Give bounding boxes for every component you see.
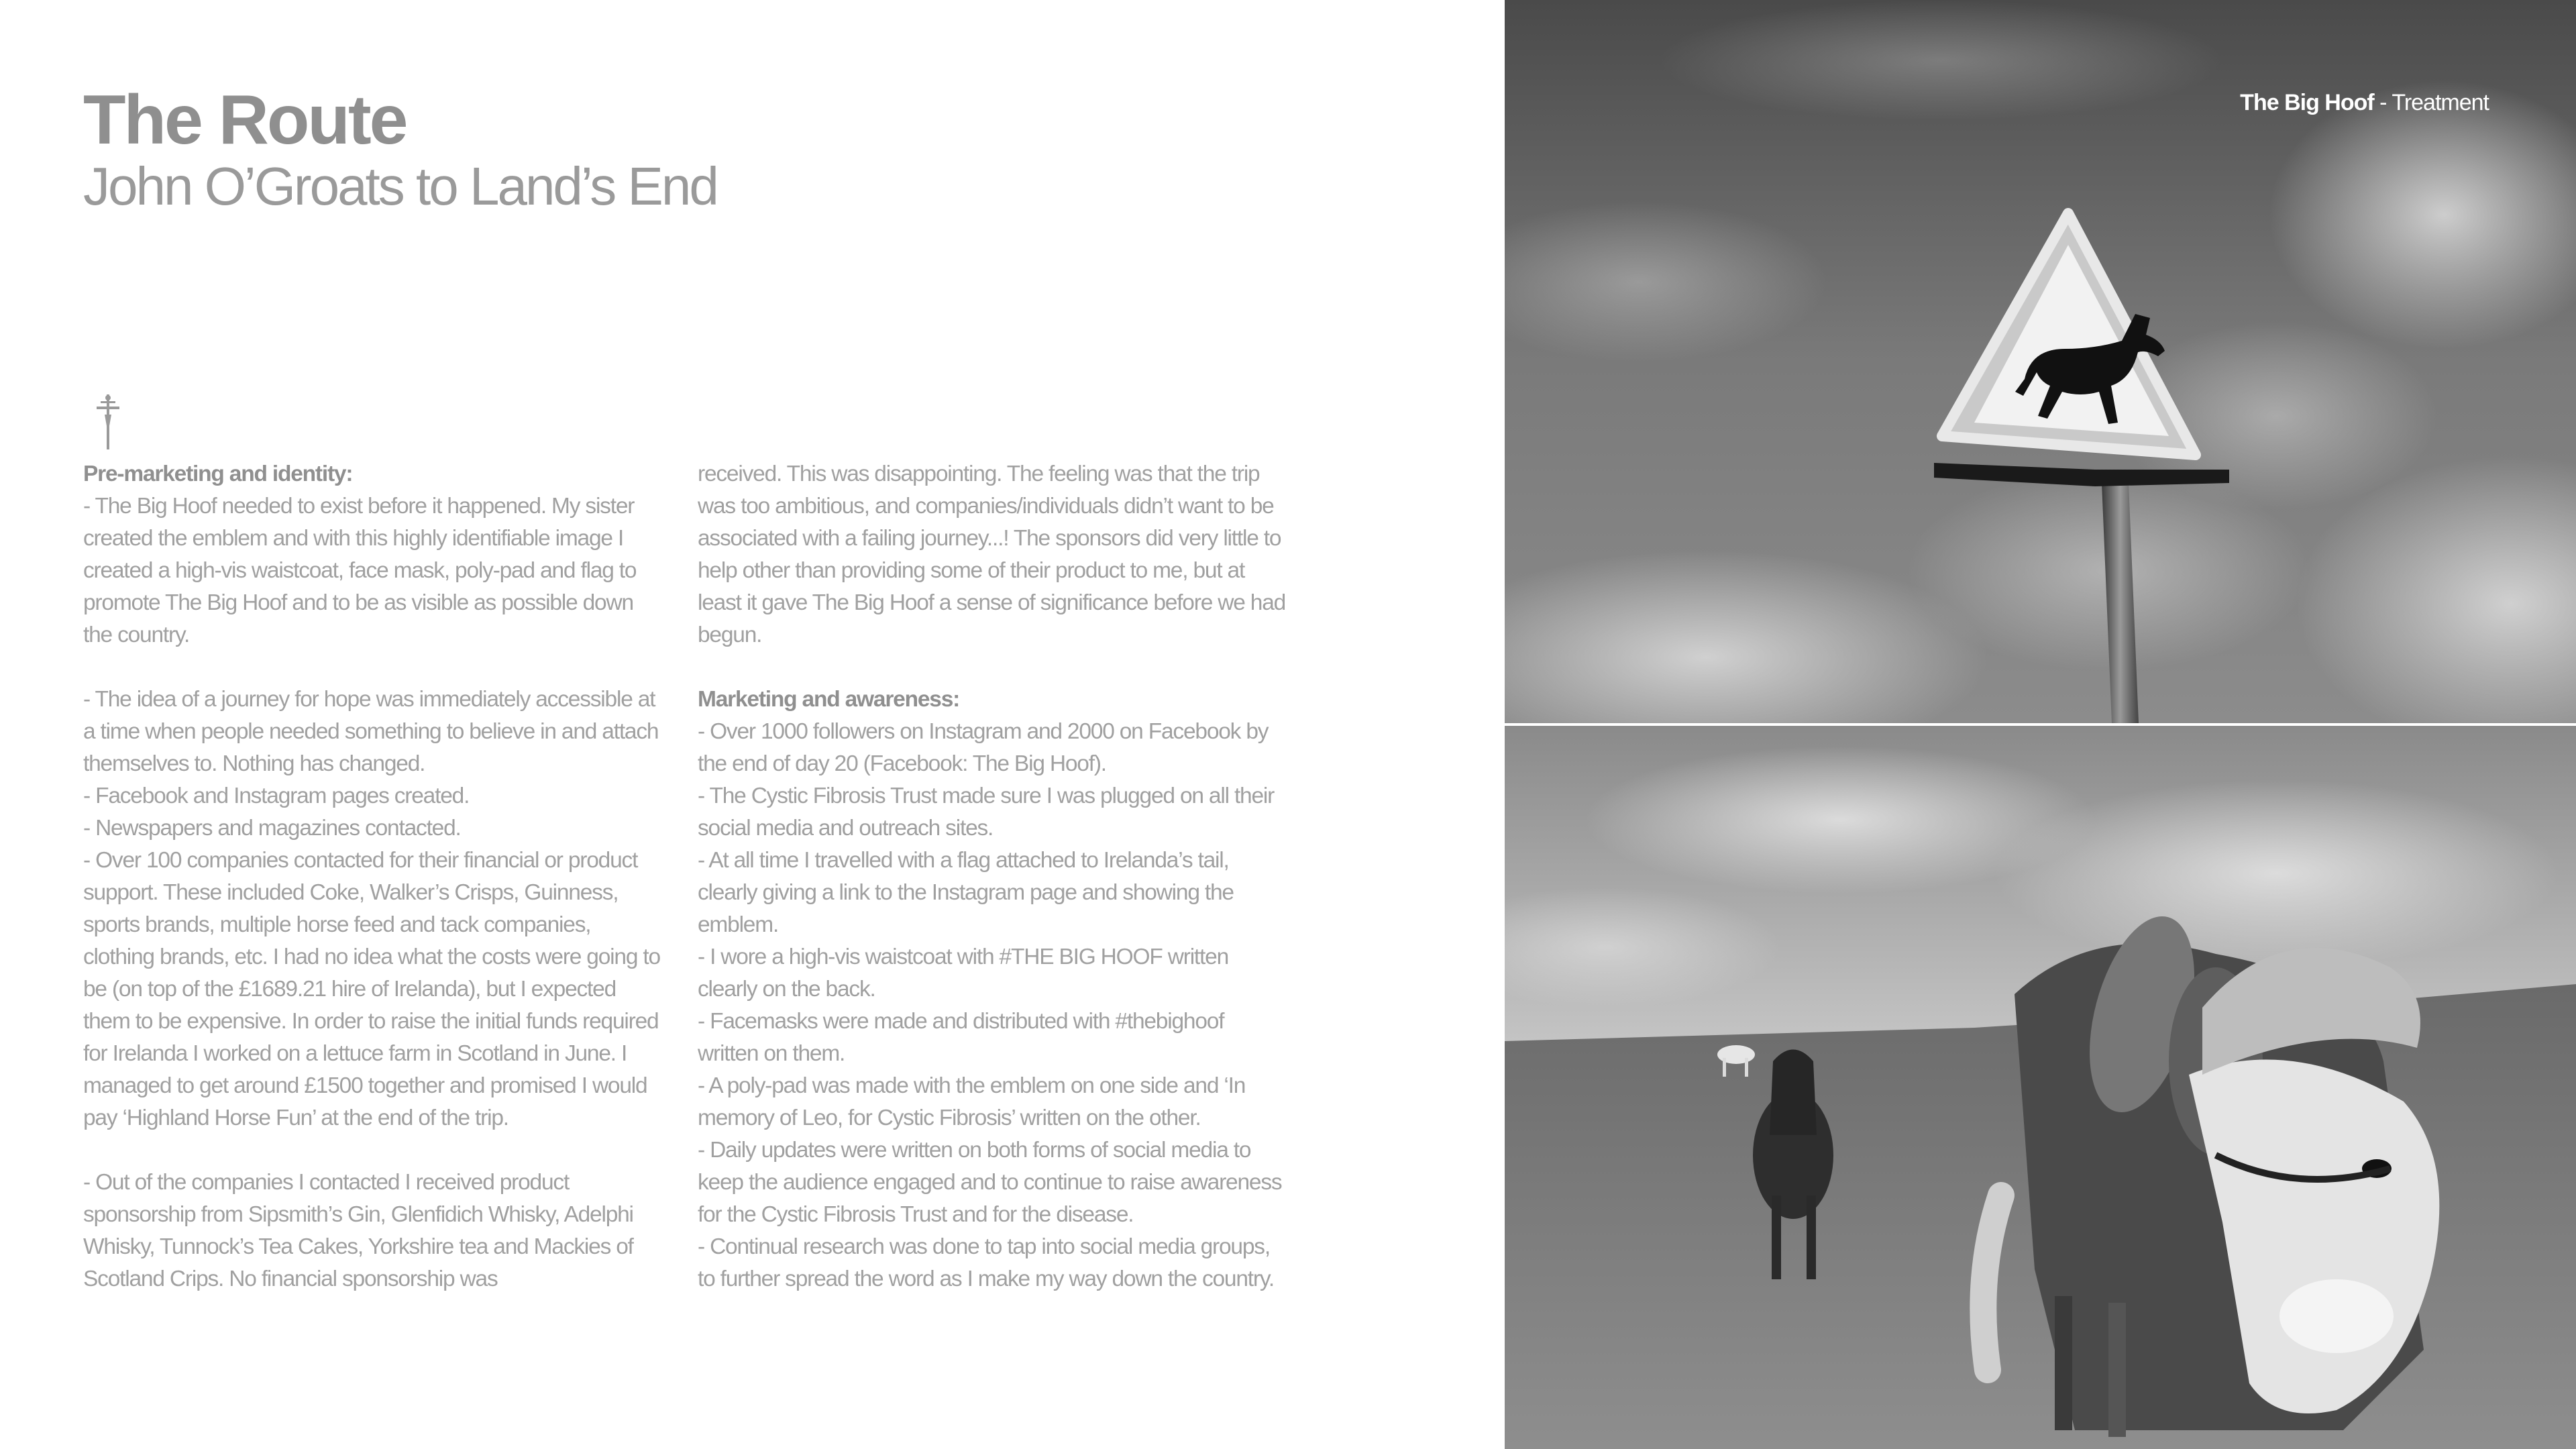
document-label [2240, 90, 2489, 116]
list-item: - Facebook and Instagram pages created. [83, 784, 470, 808]
list-item: - Facemasks were made and distributed with #thebighoof written on them. [698, 1009, 1224, 1066]
list-item: - Daily updates were written on both forms of social media to keep the audience engaged and to continue to raise awareness for the Cystic Fibrosis Trust and for the disease. [698, 1138, 1282, 1227]
paragraph: received. This was disappointing. The feeling was that the trip was too ambitious, and companies/individuals didn’t want to be associated with a failing journey...! The sponsors did very little to help other than providing some of their product to me, but at least it gave The Big Hoof a sense of significance before we had begun. [698, 462, 1286, 647]
marketing-column [698, 458, 1288, 1295]
page-subtitle: John O’Groats to Land’s End [83, 156, 717, 216]
list-item: - Over 1000 followers on Instagram and 2000 on Facebook by the end of day 20 (Facebook: The Big Hoof). [698, 719, 1269, 776]
paragraph: - Over 100 companies contacted for their financial or product support. These included Coke, Walker’s Crisps, Guinness, sports brands, multiple horse feed and tack companies, clothing brands, etc. I had no idea what the costs were going to be (on top of the £1689.21 hire of Irelanda), but I expected them to be expensive. In order to raise the initial funds required for Irelanda I worked on a lettuce farm in Scotland in June. I managed to get around £1500 together and promised I would pay ‘Highland Horse Fun’ at the end of the trip. [83, 848, 660, 1130]
list-item: - Newspapers and magazines contacted. [83, 816, 461, 841]
list-item: - I wore a high-vis waistcoat with #THE BIG HOOF written clearly on the back. [698, 945, 1229, 1002]
list-item: - At all time I travelled with a flag attached to Irelanda’s tail, clearly giving a link to the Instagram page and showing the emblem. [698, 848, 1234, 937]
page-title: The Route [83, 81, 407, 159]
section-heading-pre-marketing: Pre-marketing and identity: [83, 462, 353, 486]
dagger-cross-icon [93, 394, 123, 449]
paragraph: - Out of the companies I contacted I received product sponsorship from Sipsmith’s Gin, Glenfidich Whisky, Adelphi Whisky, Tunnock’s Tea Cakes, Yorkshire tea and Mackies of Scotland Crips. No financial sponsorship was [83, 1170, 633, 1291]
pre-marketing-column [83, 458, 660, 1295]
list-item: - The Cystic Fibrosis Trust made sure I was plugged on all their social media and outreach sites. [698, 784, 1275, 841]
list-item: - A poly-pad was made with the emblem on one side and ‘In memory of Leo, for Cystic Fibrosis’ written on the other. [698, 1073, 1246, 1130]
paragraph: - The Big Hoof needed to exist before it happened. My sister created the emblem and with this highly identifiable image I created a high-vis waistcoat, face mask, poly-pad and flag to promote The Big Hoof and to be as visible as possible down the country. [83, 494, 637, 647]
paragraph: - The idea of a journey for hope was immediately accessible at a time when people needed something to believe in and attach themselves to. Nothing has changed. [83, 687, 659, 776]
label-separator: - [2373, 90, 2392, 115]
ponies-on-moorland-photo [1505, 726, 2576, 1449]
section-heading-marketing: Marketing and awareness: [698, 687, 960, 712]
list-item: - Continual research was done to tap into social media groups, to further spread the word as I make my way down the country. [698, 1234, 1275, 1291]
project-name: The Big Hoof [2240, 90, 2374, 115]
horse-warning-road-sign-photo [1505, 0, 2576, 723]
section-name: Treatment [2392, 90, 2489, 115]
